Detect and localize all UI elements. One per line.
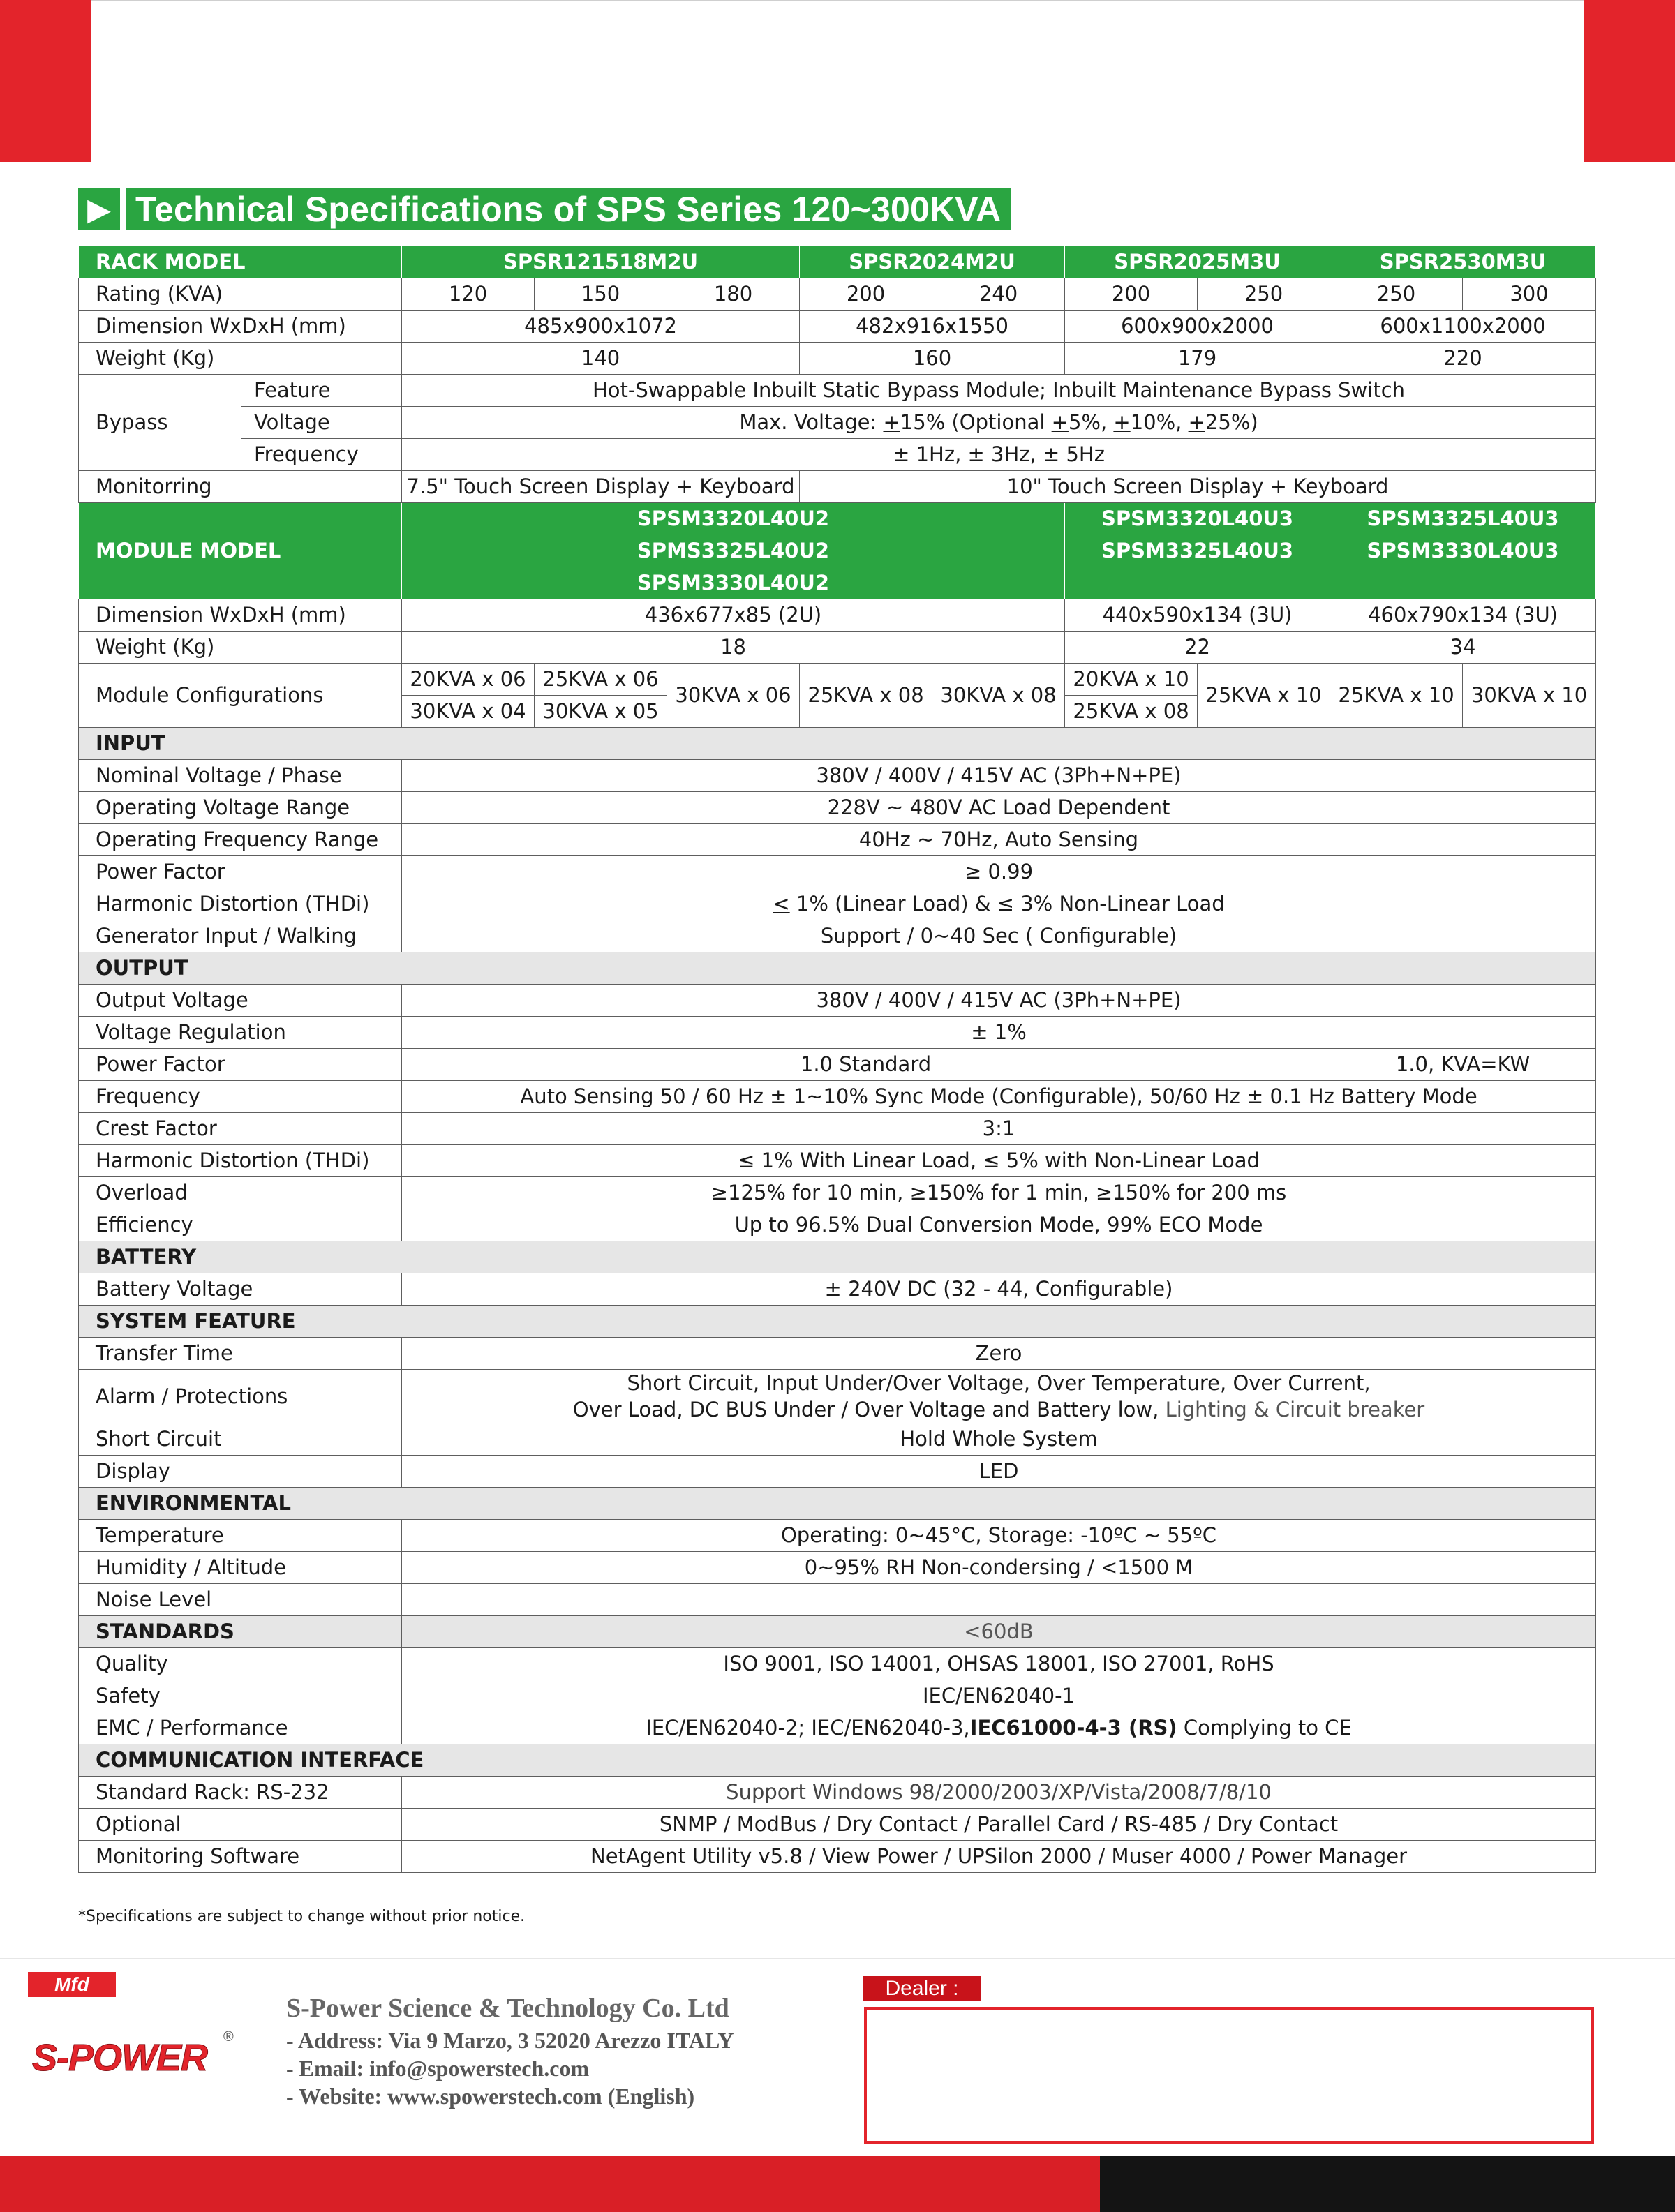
spec-row bbox=[79, 1456, 1596, 1488]
bypass-voltage-text: 10%, bbox=[1130, 410, 1189, 435]
spec-row bbox=[79, 1520, 1596, 1552]
alarm-line-2 bbox=[406, 1396, 1591, 1423]
rack-dimension-value: 600x1100x2000 bbox=[1330, 311, 1596, 343]
section-row-environmental bbox=[79, 1488, 1596, 1520]
spec-value: SNMP / ModBus / Dry Contact / Parallel Card / RS-485 / Dry Contact bbox=[402, 1809, 1596, 1841]
module-dimension-row bbox=[79, 599, 1596, 632]
module-config-value: 25KVA x 06 bbox=[535, 664, 667, 696]
spec-label: Operating Frequency Range bbox=[79, 824, 402, 856]
rating-value: 150 bbox=[535, 278, 667, 311]
module-config-value: 25KVA x 08 bbox=[800, 664, 932, 728]
spec-label: Overload bbox=[79, 1177, 402, 1209]
spec-label: Harmonic Distortion (THDi) bbox=[79, 888, 402, 920]
spec-row bbox=[79, 920, 1596, 952]
spec-value: Auto Sensing 50 / 60 Hz ± 1~10% Sync Mode (Configurable), 50/60 Hz ± 0.1 Hz Battery Mode bbox=[402, 1081, 1596, 1113]
spec-row bbox=[79, 1113, 1596, 1145]
rack-dimension-value: 482x916x1550 bbox=[800, 311, 1065, 343]
bypass-voltage-label: Voltage bbox=[241, 407, 402, 439]
spec-value bbox=[402, 1584, 1596, 1616]
module-weight-value: 34 bbox=[1330, 632, 1596, 664]
section-heading: BATTERY bbox=[79, 1241, 1596, 1273]
rating-value: 250 bbox=[1330, 278, 1463, 311]
spec-value: 1.0 Standard bbox=[402, 1049, 1330, 1081]
spec-row bbox=[79, 824, 1596, 856]
bypass-feature-label: Feature bbox=[241, 375, 402, 407]
section-row-battery bbox=[79, 1241, 1596, 1273]
module-model: SPSM3325L40U3 bbox=[1065, 535, 1330, 567]
company-email[interactable]: - Email: info@spowerstech.com bbox=[286, 2056, 590, 2081]
module-weight-label: Weight (Kg) bbox=[79, 632, 402, 664]
module-model-empty bbox=[1330, 567, 1596, 599]
company-website[interactable]: - Website: www.spowerstech.com (English) bbox=[286, 2084, 695, 2109]
bypass-voltage-row bbox=[79, 407, 1596, 439]
play-arrow-icon: ▶ bbox=[78, 188, 120, 230]
spec-value: ≥125% for 10 min, ≥150% for 1 min, ≥150% for 200 ms bbox=[402, 1177, 1596, 1209]
module-config-value: 25KVA x 10 bbox=[1330, 664, 1463, 728]
spec-table bbox=[78, 246, 1596, 1873]
section-heading: COMMUNICATION INTERFACE bbox=[79, 1744, 1596, 1777]
spec-label: Harmonic Distortion (THDi) bbox=[79, 1145, 402, 1177]
spec-value: Support / 0~40 Sec ( Configurable) bbox=[402, 920, 1596, 952]
rack-weight-row bbox=[79, 343, 1596, 375]
spec-value: 380V / 400V / 415V AC (3Ph+N+PE) bbox=[402, 985, 1596, 1017]
rating-label: Rating (KVA) bbox=[79, 278, 402, 311]
module-dimension-value: 440x590x134 (3U) bbox=[1065, 599, 1330, 632]
spec-row bbox=[79, 1273, 1596, 1306]
section-heading: OUTPUT bbox=[79, 952, 1596, 985]
module-config-value: 25KVA x 08 bbox=[1065, 696, 1198, 728]
rack-model-header-row bbox=[79, 246, 1596, 278]
module-config-value: 30KVA x 04 bbox=[402, 696, 535, 728]
bypass-voltage-text: 5%, bbox=[1068, 410, 1114, 435]
rack-model-2: SPSR2024M2U bbox=[800, 246, 1065, 278]
monitoring-label: Monitorring bbox=[79, 471, 402, 503]
spec-row bbox=[79, 1370, 1596, 1423]
spec-label: Standard Rack: RS-232 bbox=[79, 1777, 402, 1809]
spec-value: Hold Whole System bbox=[402, 1423, 1596, 1456]
spec-label: Temperature bbox=[79, 1520, 402, 1552]
section-heading: STANDARDS bbox=[79, 1616, 402, 1648]
module-dimension-value: 460x790x134 (3U) bbox=[1330, 599, 1596, 632]
bypass-label: Bypass bbox=[79, 375, 241, 471]
spec-label: Monitoring Software bbox=[79, 1841, 402, 1873]
section-row-standards bbox=[79, 1616, 1596, 1648]
bypass-frequency-value: ± 1Hz, ± 3Hz, ± 5Hz bbox=[402, 439, 1596, 471]
monitoring-row bbox=[79, 471, 1596, 503]
spec-label: Alarm / Protections bbox=[79, 1370, 402, 1423]
bypass-feature-value: Hot-Swappable Inbuilt Static Bypass Module; Inbuilt Maintenance Bypass Switch bbox=[402, 375, 1596, 407]
module-config-value: 30KVA x 05 bbox=[535, 696, 667, 728]
spec-row bbox=[79, 1081, 1596, 1113]
spec-label: Battery Voltage bbox=[79, 1273, 402, 1306]
noise-level-value: <60dB bbox=[402, 1616, 1596, 1648]
spec-value: ISO 9001, ISO 14001, OHSAS 18001, ISO 27001, RoHS bbox=[402, 1648, 1596, 1680]
module-model-empty bbox=[1065, 567, 1330, 599]
footnote: *Specifications are subject to change without prior notice. bbox=[78, 1908, 526, 1925]
spec-label: Quality bbox=[79, 1648, 402, 1680]
registered-mark: ® bbox=[223, 2029, 234, 2045]
company-logo: S-POWER bbox=[32, 2037, 208, 2079]
emc-text-bold: IEC61000-4-3 (RS) bbox=[969, 1716, 1177, 1740]
spec-value: ≥ 0.99 bbox=[402, 856, 1596, 888]
bypass-voltage-text: Max. Voltage: bbox=[739, 410, 884, 435]
bottom-red-band bbox=[0, 2156, 1100, 2212]
spec-row bbox=[79, 1017, 1596, 1049]
bypass-feature-row bbox=[79, 375, 1596, 407]
spec-row bbox=[79, 985, 1596, 1017]
section-heading: SYSTEM FEATURE bbox=[79, 1306, 1596, 1338]
spec-row bbox=[79, 856, 1596, 888]
spec-value: Zero bbox=[402, 1338, 1596, 1370]
spec-row bbox=[79, 1423, 1596, 1456]
rating-value: 200 bbox=[1065, 278, 1198, 311]
spec-label: Operating Voltage Range bbox=[79, 792, 402, 824]
rating-value: 120 bbox=[402, 278, 535, 311]
spec-row bbox=[79, 1584, 1596, 1616]
module-config-row bbox=[79, 664, 1596, 696]
spec-value: 380V / 400V / 415V AC (3Ph+N+PE) bbox=[402, 760, 1596, 792]
plus-minus-mark: + bbox=[883, 410, 900, 435]
spec-label: Optional bbox=[79, 1809, 402, 1841]
rack-model-4: SPSR2530M3U bbox=[1330, 246, 1596, 278]
rating-value: 180 bbox=[667, 278, 800, 311]
spec-label: Nominal Voltage / Phase bbox=[79, 760, 402, 792]
top-left-red-block bbox=[0, 0, 91, 162]
section-row-communication bbox=[79, 1744, 1596, 1777]
rack-dimension-value: 600x900x2000 bbox=[1065, 311, 1330, 343]
spec-value: Up to 96.5% Dual Conversion Mode, 99% ECO Mode bbox=[402, 1209, 1596, 1241]
module-model: SPSM3330L40U2 bbox=[402, 567, 1065, 599]
bottom-dark-band bbox=[1100, 2156, 1675, 2212]
rating-value: 240 bbox=[932, 278, 1065, 311]
rack-model-label: RACK MODEL bbox=[79, 246, 402, 278]
spec-row bbox=[79, 1552, 1596, 1584]
page-title bbox=[78, 187, 1011, 232]
spec-label: Humidity / Altitude bbox=[79, 1552, 402, 1584]
rack-weight-value: 220 bbox=[1330, 343, 1596, 375]
alarm-text: Over Load, DC BUS Under / Over Voltage and Battery low, bbox=[572, 1398, 1166, 1421]
spec-label: Output Voltage bbox=[79, 985, 402, 1017]
alarm-line-1: Short Circuit, Input Under/Over Voltage, Over Temperature, Over Current, bbox=[627, 1371, 1371, 1395]
spec-label: Safety bbox=[79, 1680, 402, 1712]
top-right-red-block bbox=[1584, 0, 1675, 162]
module-model-label: MODULE MODEL bbox=[79, 503, 402, 599]
top-border-line bbox=[91, 0, 1584, 1]
module-model: SPSM3325L40U3 bbox=[1330, 503, 1596, 535]
section-row-system bbox=[79, 1306, 1596, 1338]
spec-value bbox=[402, 1712, 1596, 1744]
spec-value: 3:1 bbox=[402, 1113, 1596, 1145]
spec-label: Display bbox=[79, 1456, 402, 1488]
spec-value bbox=[402, 888, 1596, 920]
footer-divider bbox=[0, 1958, 1675, 1959]
rack-model-3: SPSR2025M3U bbox=[1065, 246, 1330, 278]
spec-label: EMC / Performance bbox=[79, 1712, 402, 1744]
module-model-header-row bbox=[79, 503, 1596, 535]
spec-row bbox=[79, 1712, 1596, 1744]
plus-minus-mark: + bbox=[1113, 410, 1131, 435]
rack-weight-value: 160 bbox=[800, 343, 1065, 375]
spec-value: ± 1% bbox=[402, 1017, 1596, 1049]
company-name: S-Power Science & Technology Co. Ltd bbox=[286, 1994, 729, 2023]
module-dimension-value: 436x677x85 (2U) bbox=[402, 599, 1065, 632]
plus-minus-mark: + bbox=[1188, 410, 1205, 435]
monitoring-value: 7.5" Touch Screen Display + Keyboard bbox=[402, 471, 800, 503]
module-dimension-label: Dimension WxDxH (mm) bbox=[79, 599, 402, 632]
rack-weight-value: 140 bbox=[402, 343, 800, 375]
bypass-voltage-value bbox=[402, 407, 1596, 439]
alarm-text: Lighting & Circuit breaker bbox=[1165, 1398, 1425, 1421]
mfd-badge: Mfd bbox=[28, 1972, 116, 1997]
module-weight-value: 18 bbox=[402, 632, 1065, 664]
spec-value: LED bbox=[402, 1456, 1596, 1488]
rating-value: 250 bbox=[1198, 278, 1330, 311]
spec-label: Power Factor bbox=[79, 856, 402, 888]
bypass-voltage-text: 25%) bbox=[1205, 410, 1258, 435]
rating-value: 200 bbox=[800, 278, 932, 311]
rack-dimension-row bbox=[79, 311, 1596, 343]
dealer-box bbox=[864, 2007, 1594, 2144]
module-config-value: 20KVA x 10 bbox=[1065, 664, 1198, 696]
bypass-voltage-text: 15% (Optional bbox=[900, 410, 1052, 435]
module-model: SPSM3320L40U3 bbox=[1065, 503, 1330, 535]
spec-row bbox=[79, 1809, 1596, 1841]
module-config-label: Module Configurations bbox=[79, 664, 402, 728]
section-row-output bbox=[79, 952, 1596, 985]
rack-dimension-label: Dimension WxDxH (mm) bbox=[79, 311, 402, 343]
rack-model-1: SPSR121518M2U bbox=[402, 246, 800, 278]
dealer-label: Dealer : bbox=[863, 1976, 981, 2001]
spec-label: Transfer Time bbox=[79, 1338, 402, 1370]
spec-value: 0~95% RH Non-condersing / <1500 M bbox=[402, 1552, 1596, 1584]
spec-label: Frequency bbox=[79, 1081, 402, 1113]
company-address: - Address: Via 9 Marzo, 3 52020 Arezzo ITALY bbox=[286, 2028, 734, 2053]
spec-row bbox=[79, 1049, 1596, 1081]
module-config-value: 20KVA x 06 bbox=[402, 664, 535, 696]
spec-row bbox=[79, 760, 1596, 792]
spec-value: ≤ 1% With Linear Load, ≤ 5% with Non-Linear Load bbox=[402, 1145, 1596, 1177]
spec-row bbox=[79, 888, 1596, 920]
module-model: SPMS3325L40U2 bbox=[402, 535, 1065, 567]
bypass-frequency-label: Frequency bbox=[241, 439, 402, 471]
section-heading: ENVIRONMENTAL bbox=[79, 1488, 1596, 1520]
spec-label: Generator Input / Walking bbox=[79, 920, 402, 952]
spec-label: Noise Level bbox=[79, 1584, 402, 1616]
rating-value: 300 bbox=[1463, 278, 1596, 311]
spec-row bbox=[79, 1777, 1596, 1809]
bypass-frequency-row bbox=[79, 439, 1596, 471]
emc-text: IEC/EN62040-2; IEC/EN62040-3, bbox=[646, 1716, 970, 1740]
spec-value: IEC/EN62040-1 bbox=[402, 1680, 1596, 1712]
rack-dimension-value: 485x900x1072 bbox=[402, 311, 800, 343]
section-row-input bbox=[79, 728, 1596, 760]
spec-label: Voltage Regulation bbox=[79, 1017, 402, 1049]
rack-weight-value: 179 bbox=[1065, 343, 1330, 375]
less-equal-mark: < bbox=[773, 892, 790, 916]
spec-value bbox=[402, 1370, 1596, 1423]
module-config-value: 30KVA x 10 bbox=[1463, 664, 1596, 728]
module-weight-value: 22 bbox=[1065, 632, 1330, 664]
spec-row bbox=[79, 1648, 1596, 1680]
module-model: SPSM3320L40U2 bbox=[402, 503, 1065, 535]
spec-value: 228V ~ 480V AC Load Dependent bbox=[402, 792, 1596, 824]
spec-value-text: 1% (Linear Load) & ≤ 3% Non-Linear Load bbox=[789, 892, 1225, 916]
plus-minus-mark: + bbox=[1051, 410, 1069, 435]
module-config-value: 25KVA x 10 bbox=[1198, 664, 1330, 728]
spec-value: 40Hz ~ 70Hz, Auto Sensing bbox=[402, 824, 1596, 856]
spec-label: Short Circuit bbox=[79, 1423, 402, 1456]
emc-text: Complying to CE bbox=[1177, 1716, 1352, 1740]
module-model: SPSM3330L40U3 bbox=[1330, 535, 1596, 567]
spec-label: Efficiency bbox=[79, 1209, 402, 1241]
module-config-value: 30KVA x 06 bbox=[667, 664, 800, 728]
spec-label: Crest Factor bbox=[79, 1113, 402, 1145]
spec-value: NetAgent Utility v5.8 / View Power / UPSilon 2000 / Muser 4000 / Power Manager bbox=[402, 1841, 1596, 1873]
spec-value: Support Windows 98/2000/2003/XP/Vista/2008/7/8/10 bbox=[402, 1777, 1596, 1809]
rating-row bbox=[79, 278, 1596, 311]
spec-label: Power Factor bbox=[79, 1049, 402, 1081]
section-heading: INPUT bbox=[79, 728, 1596, 760]
spec-row bbox=[79, 1338, 1596, 1370]
spec-row bbox=[79, 1841, 1596, 1873]
spec-row bbox=[79, 1145, 1596, 1177]
spec-row bbox=[79, 792, 1596, 824]
monitoring-value: 10" Touch Screen Display + Keyboard bbox=[800, 471, 1596, 503]
spec-row bbox=[79, 1209, 1596, 1241]
spec-value: ± 240V DC (32 - 44, Configurable) bbox=[402, 1273, 1596, 1306]
module-config-value: 30KVA x 08 bbox=[932, 664, 1065, 728]
spec-value: 1.0, KVA=KW bbox=[1330, 1049, 1596, 1081]
spec-row bbox=[79, 1680, 1596, 1712]
page-title-text: Technical Specifications of SPS Series 120~300KVA bbox=[126, 188, 1011, 230]
module-weight-row bbox=[79, 632, 1596, 664]
spec-row bbox=[79, 1177, 1596, 1209]
rack-weight-label: Weight (Kg) bbox=[79, 343, 402, 375]
spec-value: Operating: 0~45°C, Storage: -10ºC ~ 55ºC bbox=[402, 1520, 1596, 1552]
